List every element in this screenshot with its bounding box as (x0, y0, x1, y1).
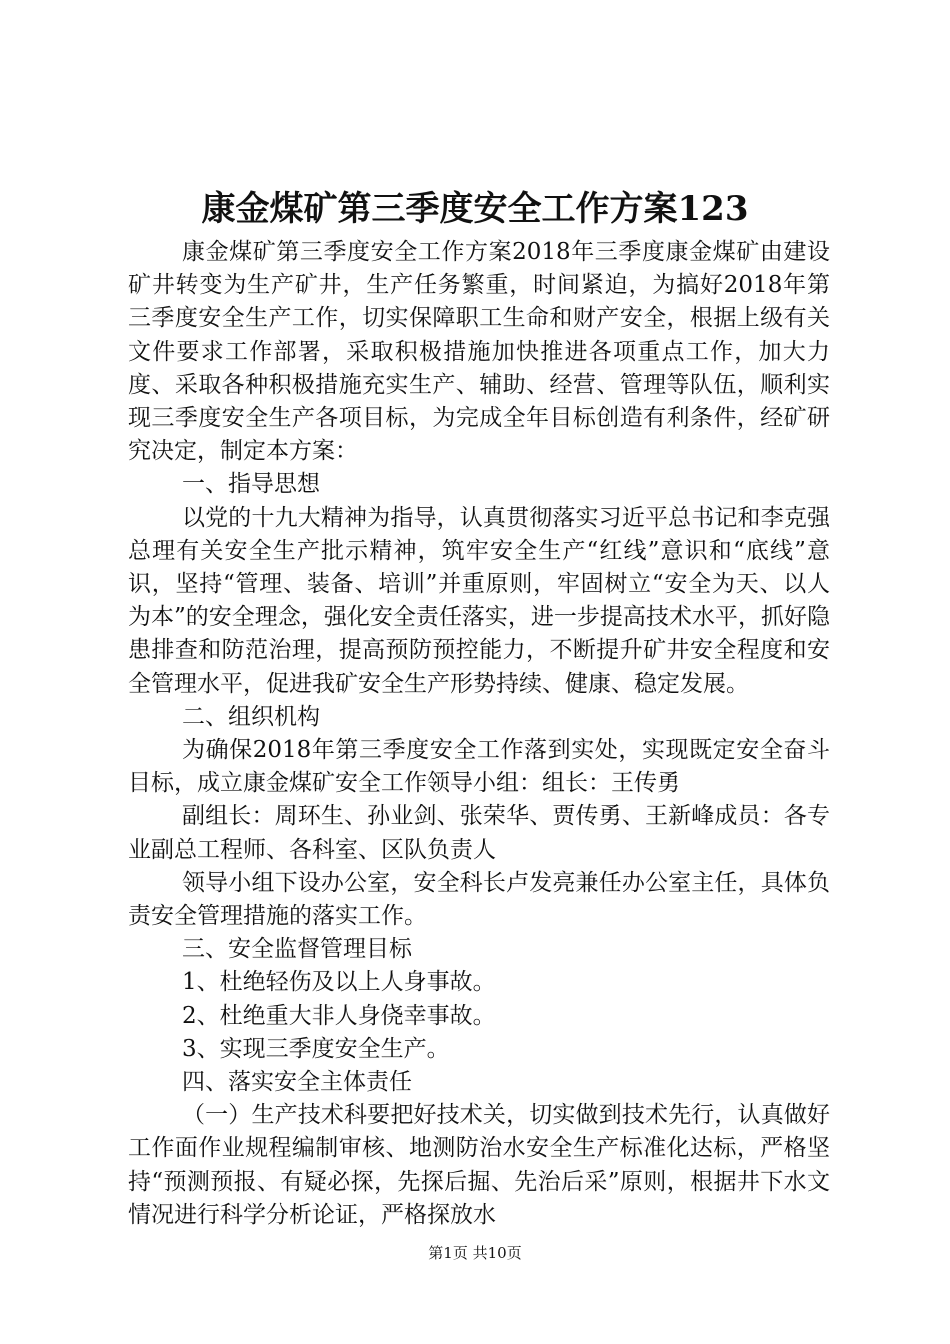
paragraph-office: 领导小组下设办公室，安全科长卢发亮兼任办公室主任，具体负责安全管理措施的落实工作。 (128, 869, 830, 930)
page-footer: 第1页 共10页 (428, 1244, 522, 1262)
paragraph-organization: 为确保2018年第三季度安全工作落到实处，实现既定安全奋斗目标，成立康金煤矿安全工作领导小组：组长：王传勇 (128, 737, 830, 797)
document-body (128, 236, 830, 1232)
list-item-target-1: 1、杜绝轻伤及以上人身事故。 (182, 969, 496, 996)
heading-safety-targets: 三、安全监督管理目标 (182, 936, 412, 963)
document-title: 康金煤矿第三季度安全工作方案123 (201, 189, 749, 229)
paragraph-responsibility-1: （一）生产技术科要把好技术关，切实做到技术先行，认真做好工作面作业规程编制审核、地测防治水安全生产标准化达标，严格坚持“预测预报、有疑必探，先探后掘、先治后采”原则，根据井下水文情况进行科学分析论证，严格探放水 (128, 1102, 830, 1228)
paragraph-deputy-leaders: 副组长：周环生、孙业剑、张荣华、贾传勇、王新峰成员：各专业副总工程师、各科室、区队负责人 (128, 803, 830, 863)
paragraph-intro: 康金煤矿第三季度安全工作方案2018年三季度康金煤矿由建设矿井转变为生产矿井，生产任务繁重，时间紧迫，为搞好2018年第三季度安全生产工作，切实保障职工生命和财产安全，根据上级有关文件要求工作部署，采取积极措施加快推进各项重点工作，加大力度、采取各种积极措施充实生产、辅助、经营、管理等队伍，顺利实现三季度安全生产各项目标，为完成全年目标创造有利条件，经矿研究决定，制定本方案： (128, 239, 830, 465)
list-item-target-3: 3、实现三季度安全生产。 (182, 1035, 450, 1062)
heading-guiding-ideology: 一、指导思想 (182, 471, 320, 498)
list-item-target-2: 2、杜绝重大非人身侥幸事故。 (182, 1002, 496, 1029)
heading-responsibility: 四、落实安全主体责任 (182, 1069, 412, 1096)
heading-organization: 二、组织机构 (182, 703, 320, 730)
paragraph-guiding-ideology: 以党的十九大精神为指导，认真贯彻落实习近平总书记和李克强总理有关安全生产批示精神，筑牢安全生产“红线”意识和“底线”意识，坚持“管理、装备、培训”并重原则，牢固树立“安全为天、以人为本”的安全理念，强化安全责任落实，进一步提高技术水平，抓好隐患排查和防范治理，提高预防预控能力，不断提升矿井安全程度和安全管理水平，促进我矿安全生产形势持续、健康、稳定发展。 (128, 504, 830, 697)
